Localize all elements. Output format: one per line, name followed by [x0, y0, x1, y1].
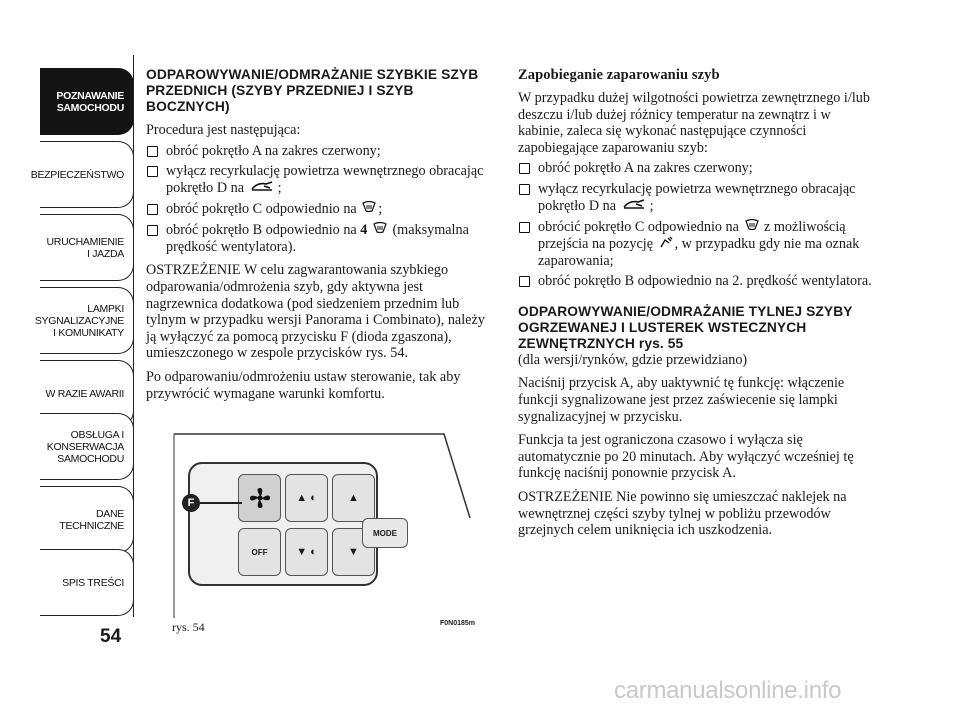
- list-item-text-mid: z możliwością przejścia na pozycję: [538, 218, 846, 252]
- temp-up-button[interactable]: ▲ ◐: [285, 474, 328, 522]
- list-item-text: obróć pokrętło B odpowiednio na 2. prędkość wentylatora.: [538, 273, 872, 290]
- tab-dane-techniczne[interactable]: DANE TECHNICZNE: [40, 486, 134, 553]
- windshield-defrost-icon: [373, 222, 387, 239]
- fan-speed-value: 4: [360, 221, 368, 238]
- list-item-text: obróć pokrętło C odpowiednio na: [166, 200, 357, 217]
- tab-w-razie-awarii[interactable]: W RAZIE AWARII: [40, 360, 134, 427]
- off-label: OFF: [251, 547, 268, 557]
- list-item-text: wyłącz recyrkulację powietrza wewnętrznego obracając pokrętło D na: [538, 180, 856, 214]
- list-item: [146, 143, 498, 160]
- mode-button[interactable]: MODE: [362, 518, 408, 548]
- temp-down-button[interactable]: ▼ ◐: [285, 528, 328, 576]
- section-heading-quick-defrost: ODPAROWYWANIE/ODMRAŻANIE SZYBKIE SZYB PRZEDNICH (SZYBY PRZEDNIEJ I SZYB BOCZNYCH): [146, 67, 479, 114]
- list-item-text-suffix: , w przypadku gdy nie ma oznak zaparowania;: [538, 235, 860, 269]
- heater-button-f[interactable]: [238, 474, 281, 522]
- list-item-text-suffix: ;: [649, 197, 654, 214]
- timer-paragraph: Funkcja ta jest ograniczona czasowo i wyłącza się automatycznie po 20 minutach. Aby wyłączyć wcześniej tę funkcję naciśnij ponownie przycisk A.: [518, 432, 854, 482]
- watermark: carmanualsonline.info: [614, 677, 842, 704]
- list-item: [518, 219, 878, 270]
- warning-paragraph: OSTRZEŻENIE W celu zagwarantowania szybkiego odparowania/odmrożenia szyb, gdy aktywna jest nagrzewnica dodatkowa (pod siedzeniem przednim lub tylnym w przypadku wersji Panorama i Combinato), należy ją wyłączyć za pomocą przycisku F (dioda zgaszona), umieszczonego w zespole przycisków rys. 54.: [146, 262, 485, 362]
- list-item: [146, 222, 498, 256]
- fan-up-button[interactable]: ▲: [332, 474, 375, 522]
- section-heading-rear-defrost: ODPAROWYWANIE/ODMRAŻANIE TYLNEJ SZYBY OGRZEWANEJ I LUSTEREK WSTECZNYCH ZEWNĘTRZNYCH rys. 55: [518, 303, 853, 351]
- figure-caption: rys. 54: [172, 620, 205, 634]
- list-item-text: obróć pokrętło A na zakres czerwony;: [538, 160, 753, 177]
- recirculation-off-button[interactable]: [238, 528, 281, 576]
- after-defrost-paragraph: Po odparowaniu/odmrożeniu ustaw sterowanie, tak aby przywrócić wymagane warunki komfortu.: [146, 369, 461, 402]
- sidebar-divider: [133, 55, 134, 617]
- tab-poznawanie-samochodu[interactable]: POZNAWANIE SAMOCHODU: [40, 68, 134, 135]
- left-column: [146, 67, 498, 402]
- list-item-text-suffix: ;: [277, 179, 282, 196]
- list-item: [518, 181, 878, 215]
- windshield-defrost-icon: [745, 219, 759, 236]
- list-item-text-suffix: (maksymalna prędkość wentylatora).: [166, 221, 469, 255]
- list-item: [518, 160, 878, 177]
- sticker-warning-paragraph: OSTRZEŻENIE Nie powinno się umieszczać naklejek na wewnętrznej części szyby tylnej w pobliżu przewodów grzejnych celem uniknięcia ich uszkodzenia.: [518, 489, 847, 539]
- tab-spis-tresci[interactable]: SPIS TREŚCI: [40, 549, 134, 616]
- list-item-text: obróć pokrętło B odpowiednio na: [166, 221, 357, 238]
- page-number: 54: [100, 626, 122, 647]
- windshield-defrost-icon: [362, 201, 376, 218]
- fogging-intro-paragraph: W przypadku dużej wilgotności powietrza zewnętrznego i/lub deszczu i/lub dużej różnicy temperatur na zewnątrz i w kabinie, zaleca się wykonać następujące czynności zapobiegające zaparowaniu szyb:: [518, 90, 870, 156]
- callout-f: F: [182, 494, 200, 512]
- recirculation-off-icon: [622, 198, 648, 215]
- list-item: [146, 163, 498, 197]
- list-item-text-suffix: ;: [378, 200, 383, 217]
- callout-leader: [200, 502, 242, 504]
- list-item: [518, 273, 878, 290]
- fan-down-button[interactable]: ▼: [332, 528, 375, 576]
- section-heading-prevent-fogging: Zapobieganie zaparowaniu szyb: [518, 67, 720, 83]
- figure-control-panel: [172, 432, 476, 634]
- recirculation-off-icon: [250, 180, 276, 197]
- list-item-text: wyłącz recyrkulację powietrza wewnętrznego obracając pokrętło D na: [166, 163, 484, 196]
- button-panel: [188, 462, 378, 586]
- rear-defrost-paragraph: Naciśnij przycisk A, aby uaktywnić tę funkcję: włączenie funkcji sygnalizowane jest przez zaświecenie się lampki sygnalizacyjnej w przycisku.: [518, 375, 845, 425]
- list-item-text: obrócić pokrętło C odpowiednio na: [538, 218, 739, 235]
- tab-bezpieczenstwo[interactable]: BEZPIECZEŃSTWO: [40, 141, 134, 208]
- list-item: [146, 201, 498, 218]
- figure-code: F0N0185m: [440, 620, 476, 627]
- tab-obsluga-i-konserwacja[interactable]: OBSŁUGA I KONSERWACJA SAMOCHODU: [40, 413, 134, 480]
- feet-windshield-icon: [659, 236, 673, 253]
- right-column: [518, 67, 878, 539]
- fan-icon: [247, 485, 273, 511]
- availability-note: (dla wersji/rynków, gdzie przewidziano): [518, 351, 748, 368]
- tab-lampki-sygnalizacyjne[interactable]: LAMPKI SYGNALIZACYJNE I KOMUNIKATY: [40, 287, 134, 354]
- tab-uruchamienie-i-jazda[interactable]: URUCHAMIENIE I JAZDA: [40, 214, 134, 281]
- procedure-intro: Procedura jest następująca:: [146, 122, 301, 138]
- list-item-text: obróć pokrętło A na zakres czerwony;: [166, 142, 381, 159]
